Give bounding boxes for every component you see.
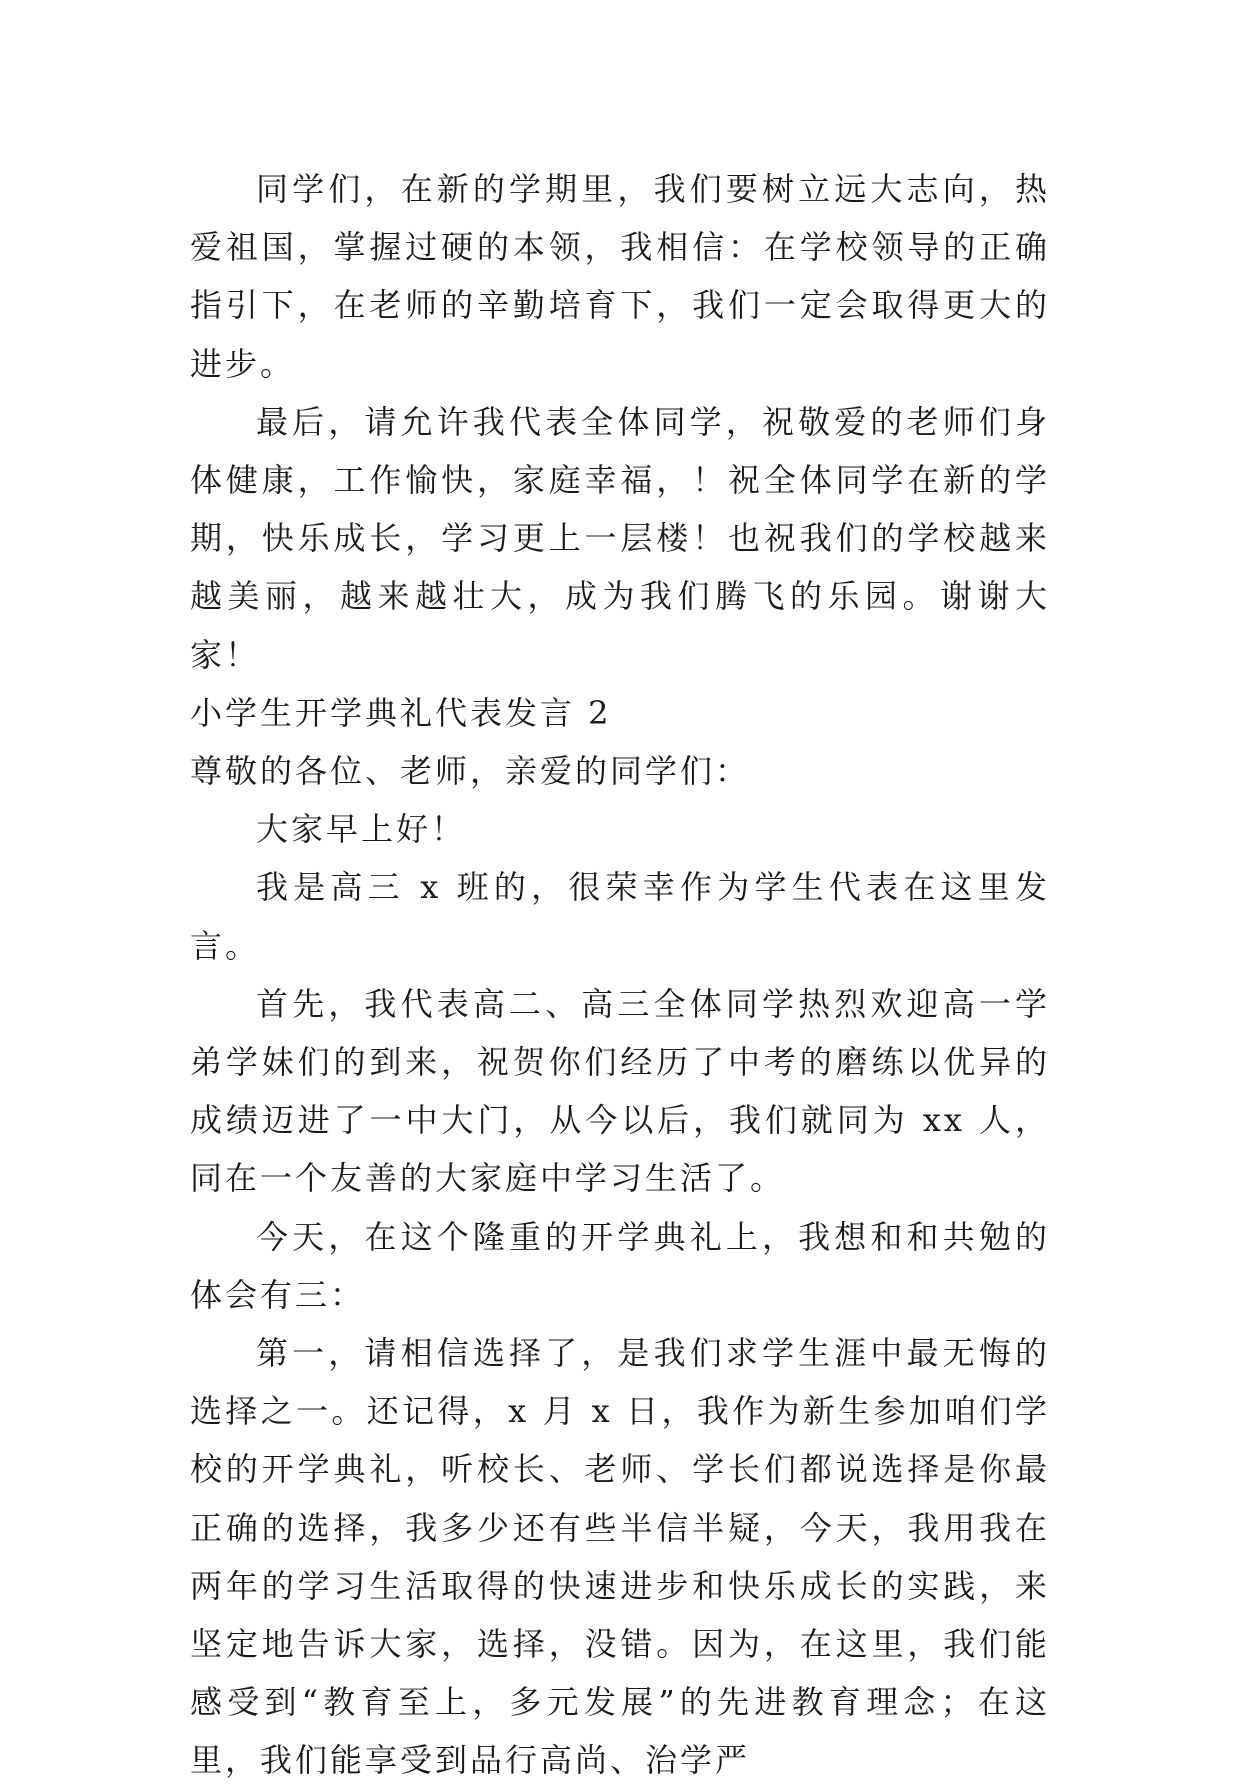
- salutation: 尊敬的各位、老师，亲爱的同学们：: [190, 752, 751, 791]
- paragraph-final-thanks: 最后，请允许我代表全体同学，祝敬爱的老师们身体健康，工作愉快，家庭幸福，！祝全体同学在新的学期，快乐成长，学习更上一层楼！也祝我们的学校越来越美丽，越来越壮大，成为我们腾飞的乐园。谢谢大家！: [190, 402, 1050, 674]
- paragraph-first-point: 第一，请相信选择了，是我们求学生涯中最无悔的选择之一。还记得，x 月 x 日，我作为新生参加咱们学校的开学典礼，听校长、老师、学长们都说选择是你最正确的选择，我多少还有些半信半疑，今天，我用我在两年的学习生活取得的快速进步和快乐成长的实践，来坚定地告诉大家，选择，没错。因为，在这里，我们能感受到“教育至上，多元发展”的先进教育理念；在这里，我们能享受到品行高尚、治学严: [190, 1334, 1050, 1780]
- paragraph-welcome: 首先，我代表高二、高三全体同学热烈欢迎高一学弟学妹们的到来，祝贺你们经历了中考的磨练以优异的成绩迈进了一中大门，从今以后，我们就同为 xx 人，同在一个友善的大家庭中学习生活了。: [190, 984, 1050, 1198]
- paragraph-greeting: 大家早上好！: [256, 810, 467, 849]
- document-body: [190, 160, 1050, 1790]
- paragraph-self-intro: 我是高三 x 班的，很荣幸作为学生代表在这里发言。: [190, 868, 1050, 965]
- paragraph-topic-intro: 今天，在这个隆重的开学典礼上，我想和和共勉的体会有三：: [190, 1217, 1050, 1314]
- section-heading: 小学生开学典礼代表发言 2: [190, 693, 612, 732]
- paragraph-closing-wishes: 同学们，在新的学期里，我们要树立远大志向，热爱祖国，掌握过硬的本领，我相信：在学校领导的正确指引下，在老师的辛勤培育下，我们一定会取得更大的进步。: [190, 170, 1050, 383]
